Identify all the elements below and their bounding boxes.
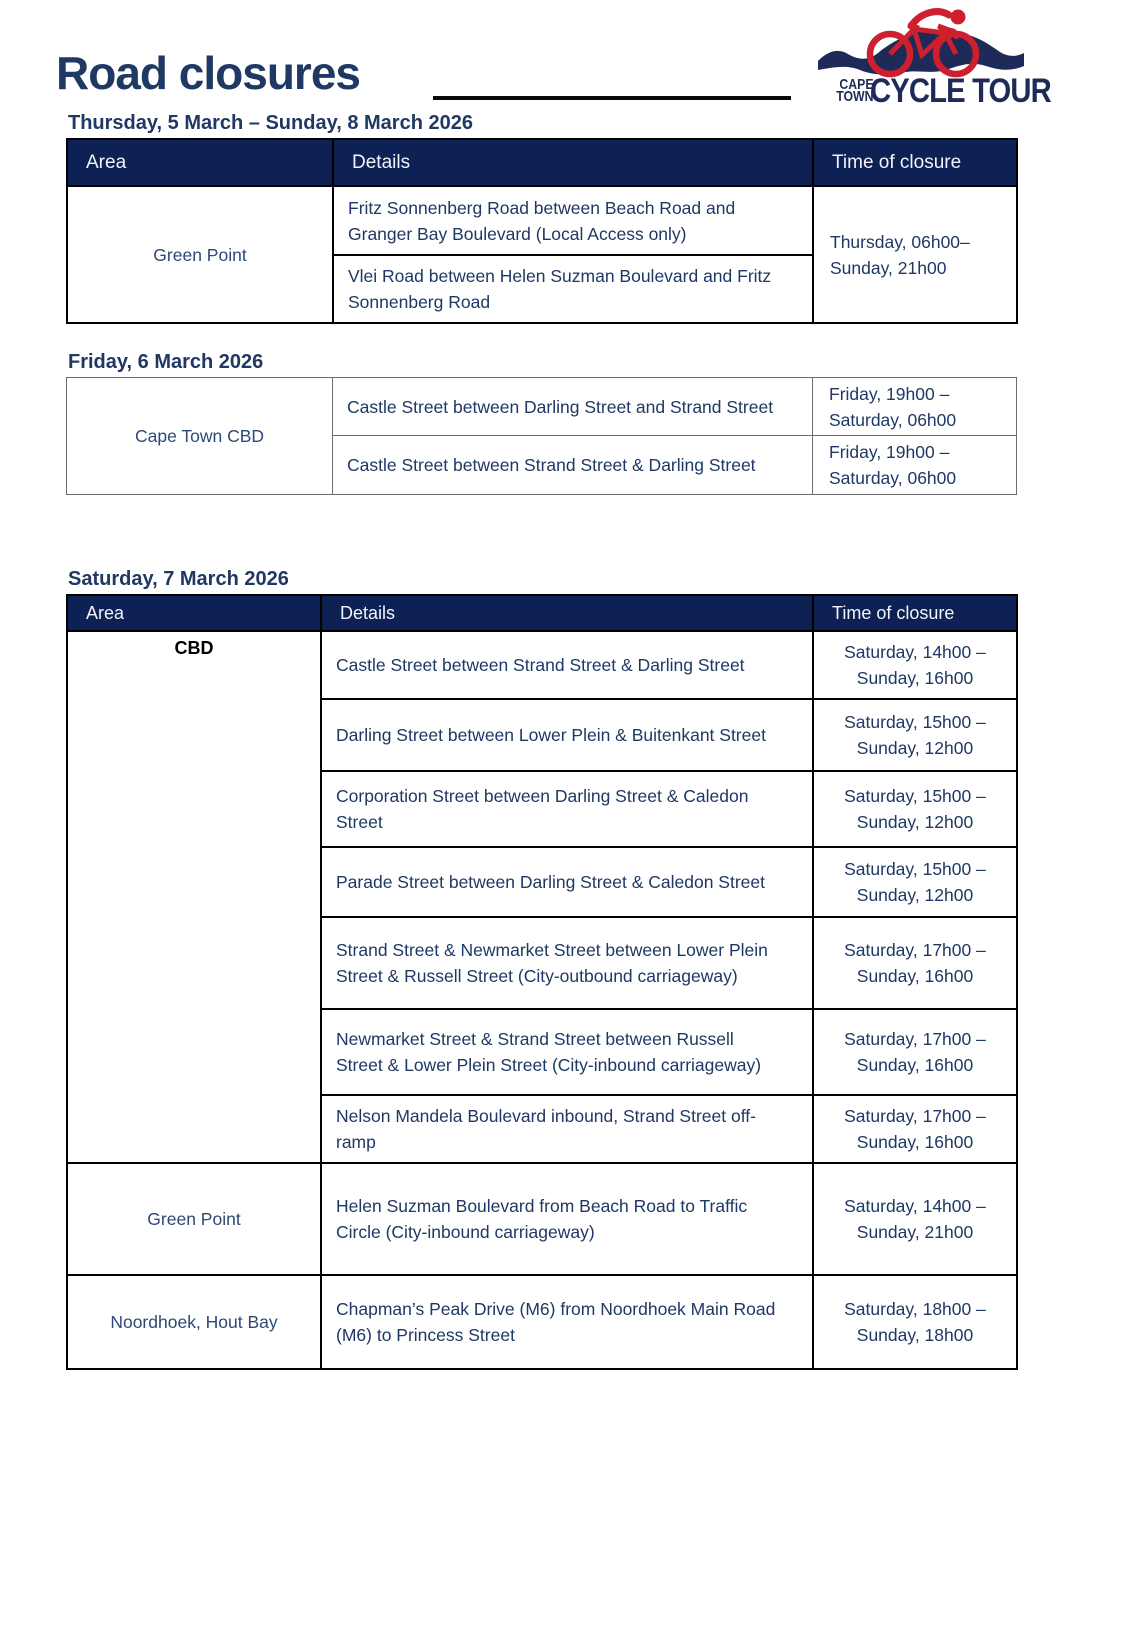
- area-cell: Cape Town CBD: [67, 378, 333, 495]
- closures-table-thursday: [66, 138, 1018, 324]
- details-cell: Corporation Street between Darling Street & Caledon Street: [321, 771, 813, 847]
- column-header-area: Area: [67, 595, 321, 631]
- time-cell: Saturday, 17h00 – Sunday, 16h00: [813, 917, 1017, 1009]
- time-cell: Saturday, 17h00 – Sunday, 16h00: [813, 1009, 1017, 1095]
- time-cell: Saturday, 14h00 – Sunday, 16h00: [813, 631, 1017, 699]
- details-cell: Castle Street between Darling Street and Strand Street: [333, 378, 813, 436]
- details-cell: Helen Suzman Boulevard from Beach Road to Traffic Circle (City-inbound carriageway): [321, 1163, 813, 1275]
- table-row: [67, 1163, 1017, 1275]
- details-cell: Nelson Mandela Boulevard inbound, Strand Street off-ramp: [321, 1095, 813, 1163]
- logo-graphic: [818, 4, 1024, 82]
- column-header-area: Area: [67, 139, 333, 186]
- section-heading-saturday: Saturday, 7 March 2026: [68, 568, 289, 590]
- table-header-row: [67, 139, 1017, 186]
- time-cell: Thursday, 06h00–Sunday, 21h00: [813, 186, 1017, 323]
- section-heading-thursday: Thursday, 5 March – Sunday, 8 March 2026: [68, 112, 473, 134]
- column-header-details: Details: [321, 595, 813, 631]
- table-row: [67, 186, 1017, 255]
- details-cell: Vlei Road between Helen Suzman Boulevard and Fritz Sonnenberg Road: [333, 255, 813, 323]
- logo-town: TOWN: [836, 88, 874, 105]
- time-cell: Friday, 19h00 – Saturday, 06h00: [813, 436, 1017, 495]
- logo-cape: CAPE: [839, 76, 874, 93]
- time-cell: Saturday, 18h00 – Sunday, 18h00: [813, 1275, 1017, 1369]
- area-cell: Noordhoek, Hout Bay: [67, 1275, 321, 1369]
- table-row: [67, 378, 1017, 436]
- table-row: [67, 1275, 1017, 1369]
- logo-cycle-tour: CYCLE TOUR: [869, 72, 1051, 110]
- details-cell: Darling Street between Lower Plein & Buitenkant Street: [321, 699, 813, 771]
- area-cell: Green Point: [67, 1163, 321, 1275]
- closures-table-saturday: [66, 594, 1018, 1370]
- time-cell: Saturday, 15h00 – Sunday, 12h00: [813, 699, 1017, 771]
- details-cell: Strand Street & Newmarket Street between Lower Plein Street & Russell Street (City-outbound carriageway): [321, 917, 813, 1009]
- time-cell: Saturday, 17h00 – Sunday, 16h00: [813, 1095, 1017, 1163]
- column-header-time: Time of closure: [813, 595, 1017, 631]
- logo-cape-town: [836, 76, 874, 105]
- title-divider-line: [433, 96, 791, 100]
- page-title: Road closures: [56, 47, 360, 99]
- details-cell: Parade Street between Darling Street & Caledon Street: [321, 847, 813, 917]
- details-cell: Castle Street between Strand Street & Darling Street: [333, 436, 813, 495]
- details-cell: Chapman’s Peak Drive (M6) from Noordhoek Main Road (M6) to Princess Street: [321, 1275, 813, 1369]
- column-header-details: Details: [333, 139, 813, 186]
- time-cell: Friday, 19h00 – Saturday, 06h00: [813, 378, 1017, 436]
- cycle-tour-logo: [818, 4, 1051, 110]
- area-cell: CBD: [67, 631, 321, 1163]
- table-header-row: [67, 595, 1017, 631]
- section-heading-friday: Friday, 6 March 2026: [68, 351, 264, 373]
- details-cell: Fritz Sonnenberg Road between Beach Road and Granger Bay Boulevard (Local Access only): [333, 186, 813, 255]
- details-cell: Castle Street between Strand Street & Darling Street: [321, 631, 813, 699]
- area-cell: Green Point: [67, 186, 333, 323]
- time-cell: Saturday, 15h00 – Sunday, 12h00: [813, 771, 1017, 847]
- table-row: [67, 631, 1017, 699]
- time-cell: Saturday, 15h00 – Sunday, 12h00: [813, 847, 1017, 917]
- closures-table-friday: [66, 377, 1017, 495]
- logo-wordmark: [828, 72, 1051, 110]
- details-cell: Newmarket Street & Strand Street between Russell Street & Lower Plein Street (City-inbound carriageway): [321, 1009, 813, 1095]
- time-cell: Saturday, 14h00 – Sunday, 21h00: [813, 1163, 1017, 1275]
- column-header-time: Time of closure: [813, 139, 1017, 186]
